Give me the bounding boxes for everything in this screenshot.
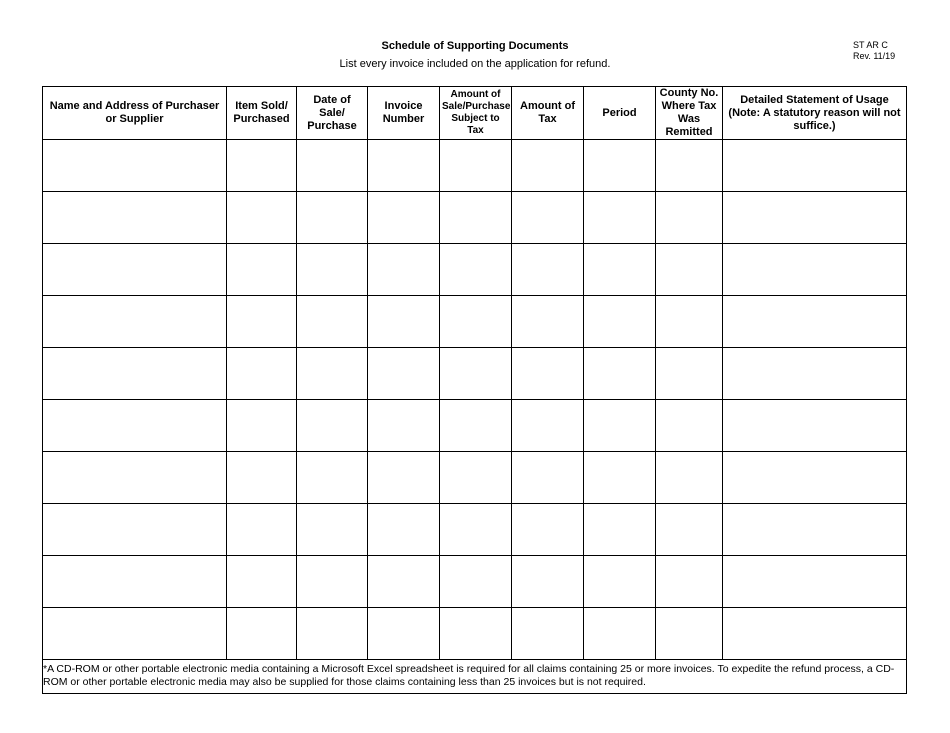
cell-amount-subject[interactable] (440, 244, 512, 296)
table-row (43, 504, 907, 556)
cell-name-address[interactable] (43, 452, 227, 504)
cell-amount-tax[interactable] (512, 504, 584, 556)
table-row (43, 556, 907, 608)
cell-county-number[interactable] (656, 296, 723, 348)
col-header-amount-tax: Amount of Tax (512, 87, 584, 140)
table-row (43, 400, 907, 452)
cell-invoice-number[interactable] (368, 452, 440, 504)
cell-invoice-number[interactable] (368, 244, 440, 296)
cell-amount-subject[interactable] (440, 400, 512, 452)
cell-date[interactable] (297, 400, 368, 452)
cell-county-number[interactable] (656, 244, 723, 296)
cell-amount-tax[interactable] (512, 556, 584, 608)
col-header-usage-statement: Detailed Statement of Usage (Note: A statutory reason will not suffice.) (723, 87, 907, 140)
cell-date[interactable] (297, 452, 368, 504)
cell-invoice-number[interactable] (368, 504, 440, 556)
cell-date[interactable] (297, 296, 368, 348)
cell-date[interactable] (297, 192, 368, 244)
cell-invoice-number[interactable] (368, 400, 440, 452)
cell-usage-statement[interactable] (723, 556, 907, 608)
cell-amount-tax[interactable] (512, 608, 584, 660)
cell-name-address[interactable] (43, 244, 227, 296)
cell-date[interactable] (297, 140, 368, 192)
cell-item[interactable] (227, 296, 297, 348)
cell-usage-statement[interactable] (723, 452, 907, 504)
cell-date[interactable] (297, 244, 368, 296)
cell-usage-statement[interactable] (723, 192, 907, 244)
cell-name-address[interactable] (43, 192, 227, 244)
cell-date[interactable] (297, 504, 368, 556)
cell-name-address[interactable] (43, 608, 227, 660)
cell-invoice-number[interactable] (368, 348, 440, 400)
supporting-documents-table (42, 86, 907, 694)
cell-amount-subject[interactable] (440, 556, 512, 608)
footnote-row (43, 660, 907, 694)
cell-amount-subject[interactable] (440, 296, 512, 348)
cell-period[interactable] (584, 192, 656, 244)
cell-usage-statement[interactable] (723, 140, 907, 192)
form-revision: Rev. 11/19 (853, 51, 896, 61)
table-row (43, 296, 907, 348)
cell-amount-tax[interactable] (512, 140, 584, 192)
cell-name-address[interactable] (43, 556, 227, 608)
cell-usage-statement[interactable] (723, 296, 907, 348)
cell-amount-tax[interactable] (512, 400, 584, 452)
cell-amount-tax[interactable] (512, 244, 584, 296)
cell-item[interactable] (227, 504, 297, 556)
cell-amount-subject[interactable] (440, 608, 512, 660)
col-header-county-number: County No. Where Tax Was Remitted (656, 87, 723, 140)
cell-period[interactable] (584, 244, 656, 296)
form-title: Schedule of Supporting Documents (381, 40, 569, 52)
col-header-period: Period (584, 87, 656, 140)
cell-item[interactable] (227, 244, 297, 296)
cell-amount-subject[interactable] (440, 504, 512, 556)
cell-item[interactable] (227, 140, 297, 192)
cell-item[interactable] (227, 348, 297, 400)
cell-period[interactable] (584, 400, 656, 452)
cell-invoice-number[interactable] (368, 140, 440, 192)
table-row (43, 192, 907, 244)
cell-date[interactable] (297, 348, 368, 400)
cell-amount-tax[interactable] (512, 192, 584, 244)
cell-amount-subject[interactable] (440, 452, 512, 504)
cell-period[interactable] (584, 608, 656, 660)
cell-period[interactable] (584, 504, 656, 556)
table-row (43, 452, 907, 504)
form-identifier (853, 40, 895, 62)
cell-item[interactable] (227, 556, 297, 608)
col-header-item: Item Sold/ Purchased (227, 87, 297, 140)
cell-name-address[interactable] (43, 296, 227, 348)
cell-amount-tax[interactable] (512, 452, 584, 504)
cell-usage-statement[interactable] (723, 608, 907, 660)
cell-usage-statement[interactable] (723, 348, 907, 400)
footnote-text: *A CD-ROM or other portable electronic media containing a Microsoft Excel spreadsheet is required for all claims containing 25 or more invoices. To expedite the refund process, a CD-ROM or other portable electronic media may also be supplied for those claims containing less than 25 invoices but is not required. (43, 660, 907, 694)
cell-name-address[interactable] (43, 400, 227, 452)
cell-usage-statement[interactable] (723, 400, 907, 452)
cell-county-number[interactable] (656, 140, 723, 192)
cell-period[interactable] (584, 348, 656, 400)
cell-period[interactable] (584, 452, 656, 504)
cell-date[interactable] (297, 608, 368, 660)
cell-county-number[interactable] (656, 400, 723, 452)
col-header-date: Date of Sale/ Purchase (297, 87, 368, 140)
cell-county-number[interactable] (656, 192, 723, 244)
cell-period[interactable] (584, 296, 656, 348)
col-header-amount-subject: Amount of Sale/Purchase Subject to Tax (440, 87, 512, 140)
table-row (43, 140, 907, 192)
table-row (43, 244, 907, 296)
cell-county-number[interactable] (656, 452, 723, 504)
cell-item[interactable] (227, 608, 297, 660)
header-row (43, 87, 907, 140)
cell-usage-statement[interactable] (723, 244, 907, 296)
cell-invoice-number[interactable] (368, 192, 440, 244)
cell-county-number[interactable] (656, 556, 723, 608)
form-subtitle: List every invoice included on the application for refund. (339, 58, 611, 70)
cell-usage-statement[interactable] (723, 504, 907, 556)
cell-name-address[interactable] (43, 140, 227, 192)
form-number: ST AR C (853, 40, 888, 50)
table-row (43, 348, 907, 400)
cell-period[interactable] (584, 556, 656, 608)
cell-county-number[interactable] (656, 608, 723, 660)
cell-period[interactable] (584, 140, 656, 192)
cell-amount-subject[interactable] (440, 140, 512, 192)
cell-amount-tax[interactable] (512, 348, 584, 400)
cell-name-address[interactable] (43, 504, 227, 556)
cell-amount-subject[interactable] (440, 348, 512, 400)
cell-name-address[interactable] (43, 348, 227, 400)
col-header-name-address: Name and Address of Purchaser or Supplier (43, 87, 227, 140)
cell-item[interactable] (227, 452, 297, 504)
cell-amount-subject[interactable] (440, 192, 512, 244)
table-row (43, 608, 907, 660)
cell-invoice-number[interactable] (368, 296, 440, 348)
cell-item[interactable] (227, 400, 297, 452)
cell-invoice-number[interactable] (368, 608, 440, 660)
cell-date[interactable] (297, 556, 368, 608)
cell-invoice-number[interactable] (368, 556, 440, 608)
cell-county-number[interactable] (656, 504, 723, 556)
cell-amount-tax[interactable] (512, 296, 584, 348)
cell-county-number[interactable] (656, 348, 723, 400)
col-header-invoice-number: Invoice Number (368, 87, 440, 140)
cell-item[interactable] (227, 192, 297, 244)
